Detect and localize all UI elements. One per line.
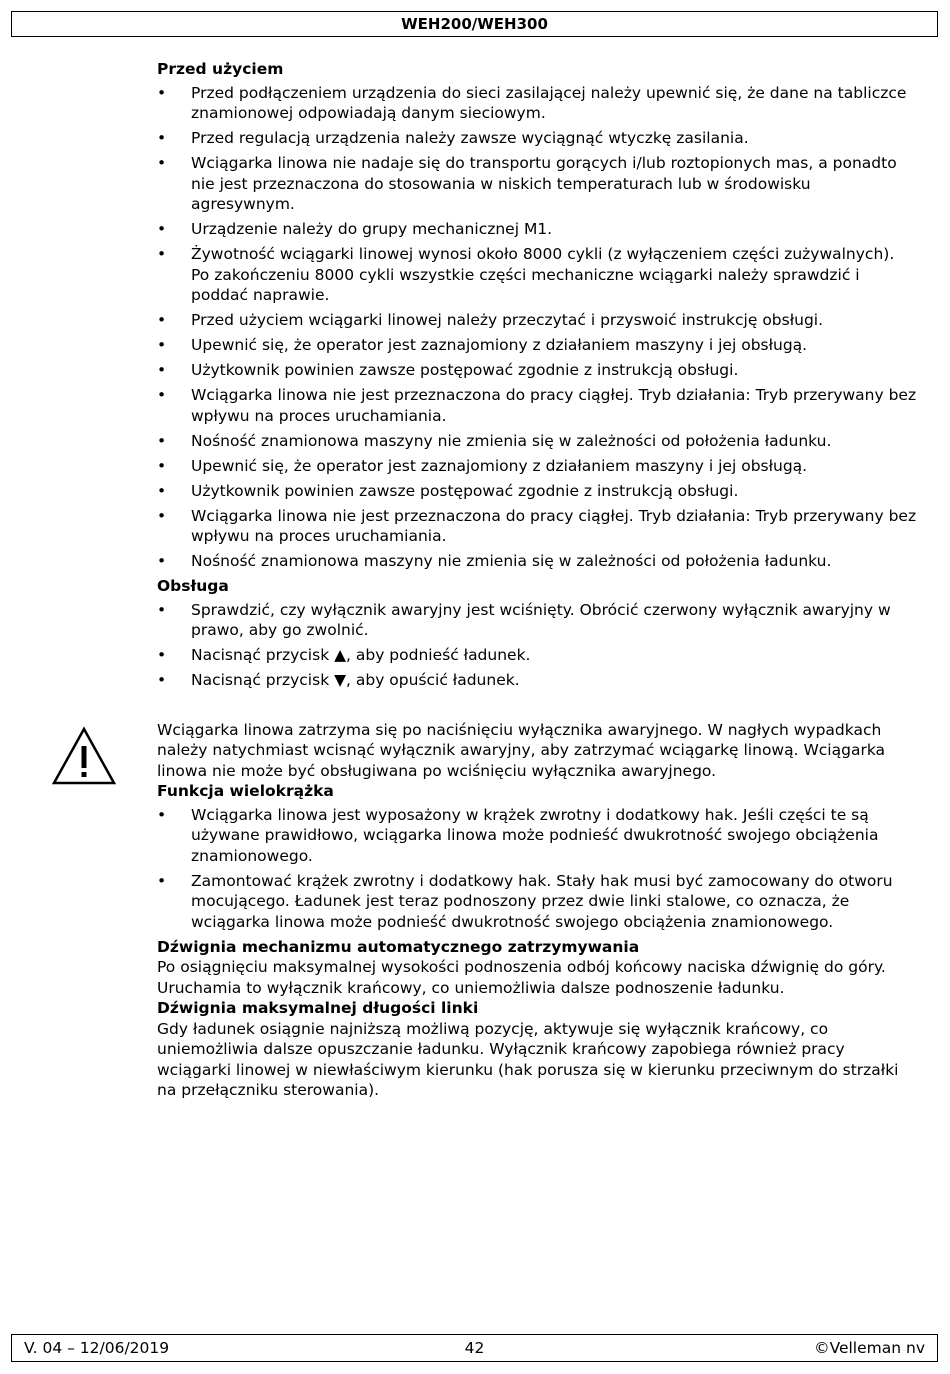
list-item: • Nacisnąć przycisk ▲, aby podnieść ładunek. bbox=[157, 645, 917, 666]
list-item: • Przed podłączeniem urządzenia do sieci zasilającej należy upewnić się, że dane na tabliczce znamionowej odpowiadają danym sieciowym. bbox=[157, 83, 917, 124]
section-heading-max-length: Dźwignia maksymalnej długości linki bbox=[157, 999, 479, 1017]
list-item: • Przed regulacją urządzenia należy zawsze wyciągnąć wtyczkę zasilania. bbox=[157, 128, 917, 149]
warning-text: Wciągarka linowa zatrzyma się po naciśnięciu wyłącznika awaryjnego. W nagłych wypadkach należy natychmiast wcisnąć wyłącznik awaryjny, aby zatrzymać wciągarkę linową. Wciągarka linowa nie może być obsługiwana po wciśnięciu wyłącznika awaryjnego. bbox=[157, 720, 886, 780]
list-item: • Wciągarka linowa nie nadaje się do transportu gorących i/lub roztopionych mas, a ponadto nie jest przeznaczona do stosowania w niskich temperaturach lub w środowisku agresywnym. bbox=[157, 153, 917, 215]
list-item: • Użytkownik powinien zawsze postępować zgodnie z instrukcją obsługi. bbox=[157, 360, 917, 381]
list-item: • Sprawdzić, czy wyłącznik awaryjny jest wciśnięty. Obrócić czerwony wyłącznik awaryjny w prawo, aby go zwolnić. bbox=[157, 600, 917, 641]
list-item: • Przed użyciem wciągarki linowej należy przeczytać i przyswoić instrukcję obsługi. bbox=[157, 310, 917, 331]
operation-list bbox=[157, 600, 917, 691]
list-item: • Nośność znamionowa maszyny nie zmienia się w zależności od położenia ładunku. bbox=[157, 431, 917, 452]
pulley-list bbox=[157, 805, 917, 933]
header-title: WEH200/WEH300 bbox=[401, 15, 548, 33]
list-item: • Upewnić się, że operator jest zaznajomiony z działaniem maszyny i jej obsługą. bbox=[157, 456, 917, 477]
auto-stop-text: Po osiągnięciu maksymalnej wysokości podnoszenia odbój końcowy naciska dźwignię do góry. Uruchamia to wyłącznik krańcowy, co uniemożliwia dalsze podnoszenie ładunku. bbox=[157, 958, 886, 997]
list-item: • Zamontować krążek zwrotny i dodatkowy hak. Stały hak musi być zamocowany do otworu mocującego. Ładunek jest teraz podnoszony przez dwie linki stalowe, co oznacza, że wciągarka linowa może podnieść dwukrotność swojego obciążenia znamionowego. bbox=[157, 871, 917, 933]
warning-triangle-icon bbox=[51, 726, 117, 786]
section-heading-operation: Obsługa bbox=[157, 577, 229, 595]
list-item: • Nośność znamionowa maszyny nie zmienia się w zależności od położenia ładunku. bbox=[157, 551, 917, 572]
footer-version: V. 04 – 12/06/2019 bbox=[24, 1339, 170, 1357]
footer-copyright: ©Velleman nv bbox=[814, 1339, 925, 1357]
list-item: • Wciągarka linowa nie jest przeznaczona do pracy ciągłej. Tryb działania: Tryb przerywany bez wpływu na proces uruchamiania. bbox=[157, 506, 917, 547]
list-item: • Urządzenie należy do grupy mechanicznej M1. bbox=[157, 219, 917, 240]
warning-block bbox=[157, 720, 917, 782]
list-item: • Wciągarka linowa jest wyposażony w krążek zwrotny i dodatkowy hak. Jeśli części te są używane prawidłowo, wciągarka linowa może podnieść dwukrotność swojego obciążenia znamionowego. bbox=[157, 805, 917, 867]
footer-page-number: 42 bbox=[464, 1339, 485, 1357]
section-heading-before-use: Przed użyciem bbox=[157, 60, 284, 78]
section-heading-pulley: Funkcja wielokrążka bbox=[157, 782, 334, 800]
list-item: • Nacisnąć przycisk ▼, aby opuścić ładunek. bbox=[157, 670, 917, 691]
list-item: • Użytkownik powinien zawsze postępować zgodnie z instrukcją obsługi. bbox=[157, 481, 917, 502]
before-use-list bbox=[157, 83, 917, 572]
main-content bbox=[157, 59, 917, 1101]
page-footer bbox=[11, 1334, 938, 1362]
page-header bbox=[11, 11, 938, 37]
section-heading-auto-stop: Dźwignia mechanizmu automatycznego zatrzymywania bbox=[157, 937, 640, 956]
list-item: • Żywotność wciągarki linowej wynosi około 8000 cykli (z wyłączeniem części zużywalnych). Po zakończeniu 8000 cykli wszystkie części mechaniczne wciągarki należy sprawdzić i poddać naprawie. bbox=[157, 244, 917, 306]
max-length-text: Gdy ładunek osiągnie najniższą możliwą pozycję, aktywuje się wyłącznik krańcowy, co uniemożliwia dalsze opuszczanie ładunku. Wyłącznik krańcowy zapobiega również pracy wciągarki linowej w niewłaściwym kierunku (hak porusza się w kierunku przeciwnym do strzałki na przełączniku sterowania). bbox=[157, 1019, 899, 1099]
list-item: • Upewnić się, że operator jest zaznajomiony z działaniem maszyny i jej obsługą. bbox=[157, 335, 917, 356]
list-item: • Wciągarka linowa nie jest przeznaczona do pracy ciągłej. Tryb działania: Tryb przerywany bez wpływu na proces uruchamiania. bbox=[157, 385, 917, 426]
